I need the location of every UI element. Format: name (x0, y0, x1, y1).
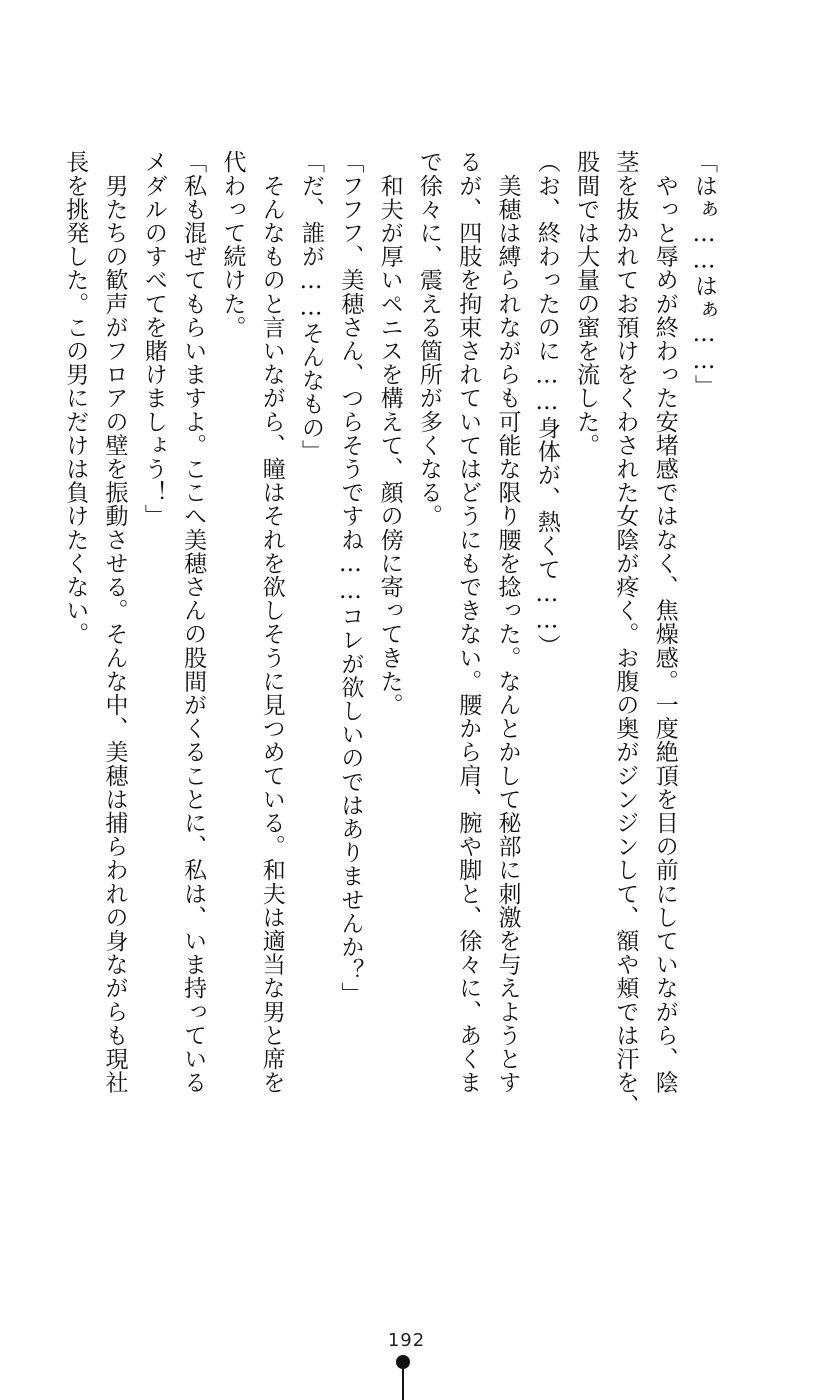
text-line: るが、四肢を拘束されていてはどうにもできない。腰から肩、腕や脚と、徐々に、あくま (455, 150, 482, 1094)
text-line: 男たちの歓声がフロアの壁を振動させる。そんな中、美穂は捕らわれの身ながらも現社 (101, 150, 128, 1094)
text-line: そんなものと言いながら、瞳はそれを欲しそうに見つめている。和夫は適当な男と席を (258, 150, 285, 1094)
text-line: メダルのすべてを賭けましょう！」 (140, 150, 167, 528)
text-line: 和夫が厚いペニスを構えて、顔の傍に寄ってきた。 (376, 150, 403, 717)
text-line: 「はぁ……はぁ……」 (691, 150, 717, 398)
text-line: 股間では大量の蜜を流した。 (573, 150, 600, 457)
page-marker-line (402, 1367, 404, 1400)
text-line: 茎を抜かれてお預けをくわされた女陰が疼く。お腹の奥がジンジンして、額や頬では汗を、 (612, 150, 639, 1118)
vertical-text-body (62, 150, 723, 1150)
text-line: （お、終わったのに……身体が、熱くて……） (533, 150, 560, 658)
text-line: 美穂は縛られながらも可能な限り腰を捻った。なんとかして秘部に刺激を与えようとす (494, 150, 521, 1094)
text-line: やっと辱めが終わった安堵感ではなく、焦燥感。一度絶頂を目の前にしていながら、陰 (651, 150, 678, 1094)
text-line: 「だ、誰が……そんなもの」 (298, 150, 325, 463)
page-marker-icon (396, 1355, 410, 1400)
page-number: 192 (387, 1330, 426, 1351)
text-line: 長を挑発した。この男にだけは負けたくない。 (62, 150, 89, 646)
text-line: 代わって続けた。 (219, 150, 246, 339)
text-line: で徐々に、震える箇所が多くなる。 (415, 150, 442, 528)
text-line: 「フフフ、美穂さん、つらそうですね……コレが欲しいのではありませんか？」 (337, 150, 364, 1006)
text-line: 「私も混ぜてもらいますよ。ここへ美穂さんの股間がくることに、私は、いま持っている (180, 150, 207, 1094)
